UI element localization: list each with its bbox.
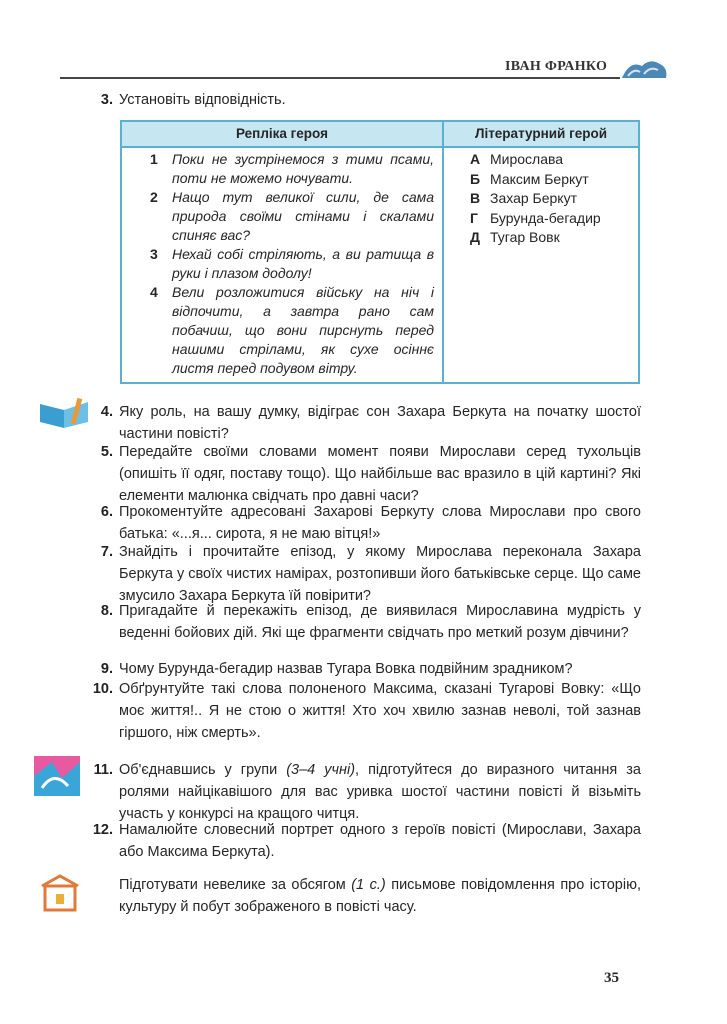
task3-table-replicas-3-n: 4 — [150, 284, 158, 300]
hero-list — [470, 150, 601, 248]
task-3 — [100, 89, 641, 111]
questions-7-text_em: (3–4 учні) — [286, 762, 356, 778]
theater-group-icon — [34, 756, 80, 796]
task3-table-heroes-2-l: В — [470, 190, 481, 206]
question-9 — [100, 658, 641, 680]
wave-ornament-icon — [620, 56, 670, 84]
replica-1 — [150, 150, 434, 188]
questions-8-num: 12. — [92, 822, 113, 838]
task3-table-replicas-0-n: 1 — [150, 151, 158, 167]
questions-0-text: Яку роль, на вашу думку, відіграє сон Захара Беркута на початку шостої частини повісті? — [119, 404, 641, 442]
questions-3-text: Знайдіть і прочитайте епізод, у якому Мирослава переконала Захара Беркута у своїх чистих намірах, розтопивши його батьківське серце. Що саме змусило Захара Беркута їй повірити? — [119, 544, 641, 604]
task3-table-replicas-1-text: Нащо тут великої сили, де сама природа своїми стінами і скалами спиняє вас? — [172, 189, 434, 243]
task3-table-replicas-1-n: 2 — [150, 189, 158, 205]
task3-num: 3. — [100, 92, 113, 108]
task3-table-heroes-3-l: Г — [470, 209, 478, 226]
replica-3 — [150, 245, 434, 283]
questions-3-num: 7. — [100, 544, 113, 560]
questions-6-text: Обґрунтуйте такі слова полоненого Максима, сказані Тугарові Вовку: «Що моє життя!.. Я не стою о життя! Хто хоч хвилю зазнав неволі, той зазнав гіршого, ніж смерть». — [119, 681, 641, 741]
questions-8-text: Намалюйте словесний портрет одного з героїв повісті (Мирослави, Захара або Максима Беркута). — [119, 822, 641, 860]
replica-2 — [150, 188, 434, 245]
questions-2-num: 6. — [100, 504, 113, 520]
questions-1-num: 5. — [100, 444, 113, 460]
questions-5-num: 9. — [100, 661, 113, 677]
question-6 — [100, 501, 641, 545]
homework-text_b: письмове повідомлення про історію, культуру й побут зображеного в повісті часу. — [119, 877, 641, 915]
task3-table-replicas-2-n: 3 — [150, 246, 158, 262]
homework-text_a: Підготувати невелике за обсягом — [119, 877, 352, 893]
task3-table-heroes-4-name: Тугар Вовк — [490, 229, 560, 245]
questions-5-text: Чому Бурунда-бегадир назвав Тугара Вовка подвійним зрадником? — [119, 661, 573, 677]
homework-text_em: (1 с.) — [351, 877, 386, 893]
task3-table-heroes-1-l: Б — [470, 170, 481, 187]
hero-h — [470, 209, 601, 229]
home-task-icon — [38, 872, 82, 912]
task3-table-replicas-2-text: Нехай собі стріляють, а ви ратища в руки і плазом додолу! — [172, 246, 434, 281]
task3-table-replicas-0-text: Поки не зустрінемося з тими псами, поти не можемо ночувати. — [172, 151, 434, 186]
replica-4 — [150, 283, 434, 378]
question-8 — [100, 600, 641, 644]
questions-1-text: Передайте своїми словами момент появи Мирослави серед тухольців (опишіть її одяг, поставу тощо). Що найбільше вас вразило в цій картині? Які елементи малюнка свідчать про давні часи? — [119, 444, 641, 504]
task3-table-replicas-3-text: Вели розложитися війську на ніч і відпочити, а завтра рано сам побачиш, що вони пирснуть перед нашими стрілами, як сухе осіннє листя перед подувом вітру. — [172, 284, 434, 376]
running-header: ІВАН ФРАНКО — [505, 59, 608, 74]
hero-b — [470, 170, 601, 190]
task3-table-heroes-0-name: Мирослава — [490, 151, 564, 167]
question-10 — [92, 678, 641, 744]
task3-table-heroes-3-name: Бурунда-бегадир — [490, 209, 601, 226]
questions-7-text_a: Об'єднавшись у групи — [119, 762, 287, 778]
hero-v — [470, 189, 601, 209]
column-header-replica: Репліка героя — [122, 122, 442, 148]
question-12 — [92, 819, 641, 863]
question-7 — [100, 541, 641, 607]
matching-table — [120, 120, 640, 384]
hero-a — [470, 150, 601, 170]
column-header-hero: Літературний герой — [444, 122, 638, 148]
questions-7-num: 11. — [93, 762, 113, 778]
column-divider — [442, 122, 444, 382]
questions-4-num: 8. — [100, 603, 113, 619]
task-text: Установіть відповідність. — [119, 92, 286, 108]
header-rule — [60, 77, 620, 79]
questions-4-text: Пригадайте й перекажіть епізод, де виявилася Мирославина мудрість у веденні бойових дій. Які ще фрагменти свідчать про меткий розум дівчини? — [119, 603, 641, 641]
task3-table-heroes-2-name: Захар Беркут — [490, 190, 578, 206]
question-11 — [93, 759, 641, 825]
task3-table-heroes-4-l: Д — [470, 229, 480, 245]
homework-task — [119, 874, 641, 918]
questions-0-num: 4. — [100, 404, 113, 420]
hero-d — [470, 228, 601, 248]
question-5 — [100, 441, 641, 507]
task3-table-heroes-1-name: Максим Беркут — [490, 170, 589, 187]
page-number: 35 — [604, 970, 619, 986]
task3-table-heroes-0-l: А — [470, 151, 481, 167]
question-4 — [100, 401, 641, 445]
questions-6-num: 10. — [92, 681, 113, 697]
questions-7-text_b: , підготуйтеся до виразного читання за ролями найцікавішого для вас уривка шостої частини повісті й візьміть участь у конкурсі на кращого читця. — [119, 762, 641, 822]
questions-2-text: Прокоментуйте адресовані Захарові Беркуту слова Мирослави про свого батька: «...я... сирота, я не маю вітця!» — [119, 504, 641, 542]
